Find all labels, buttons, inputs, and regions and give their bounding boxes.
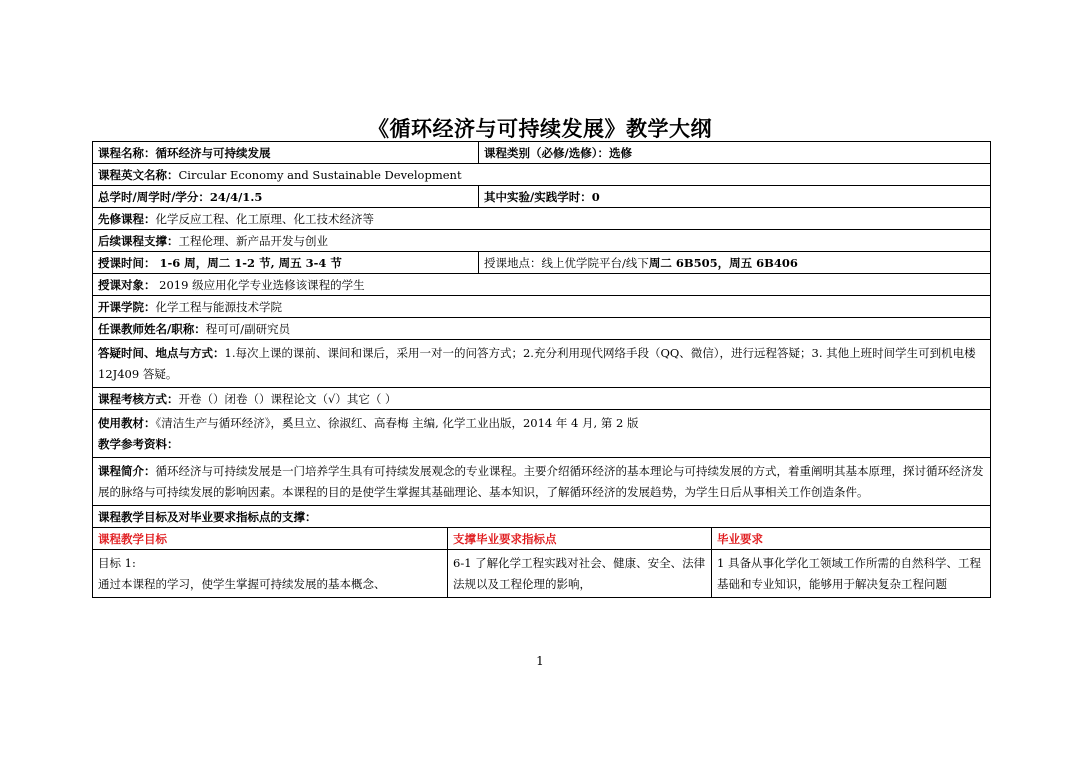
- prerequisite-cell: [93, 208, 991, 230]
- intro-label: 课程简介：: [98, 464, 156, 478]
- page-number: 1: [536, 654, 544, 668]
- objectives-heading-cell: [93, 506, 991, 528]
- row-textbook: [93, 410, 991, 458]
- english-name-cell: [93, 164, 991, 186]
- objective-cell: [93, 550, 448, 598]
- course-name-value: 循环经济与可持续发展: [155, 146, 271, 160]
- prerequisite-label: 先修课程：: [98, 212, 156, 226]
- textbook-label: 使用教材：: [98, 416, 156, 430]
- time-label: 授课时间：: [98, 256, 156, 270]
- course-type-value: 选修: [608, 146, 632, 160]
- place-label: 授课地点：: [484, 256, 542, 270]
- qa-cell: [93, 340, 991, 388]
- time-value: 1-6 周，周二 1-2 节, 周五 3-4 节: [155, 256, 342, 270]
- row-course-name: [93, 142, 991, 164]
- syllabus-table: [92, 141, 991, 598]
- follow-up-label: 后续课程支撑：: [98, 234, 179, 248]
- lab-hours-cell: [479, 186, 991, 208]
- hours-label: 总学时/周学时/学分：: [98, 190, 210, 204]
- row-audience: [93, 274, 991, 296]
- row-hours: [93, 186, 991, 208]
- row-college: [93, 296, 991, 318]
- objectives-header-row: [93, 528, 991, 550]
- college-cell: [93, 296, 991, 318]
- follow-up-cell: [93, 230, 991, 252]
- hours-value: 24/4/1.5: [209, 190, 263, 204]
- textbook-value: 《清洁生产与循环经济》，奚旦立、徐淑红、高春梅 主编, 化学工业出版，2014 年 4 月, 第 2 版: [155, 416, 639, 430]
- page-title: 《循环经济与可持续发展》教学大纲: [368, 117, 712, 141]
- course-name-cell: [93, 142, 479, 164]
- teacher-cell: [93, 318, 991, 340]
- audience-label: 授课对象：: [98, 278, 156, 292]
- indicator-cell: [448, 550, 712, 598]
- teacher-label: 任课教师姓名/职称：: [98, 322, 206, 336]
- lab-hours-label: 其中实验/实践学时：: [484, 190, 592, 204]
- requirement-cell: [712, 550, 991, 598]
- row-time-place: [93, 252, 991, 274]
- english-name-value: Circular Economy and Sustainable Development: [178, 168, 462, 182]
- objective-line-1: 目标 1:: [98, 556, 136, 570]
- course-type-cell: [479, 142, 991, 164]
- row-objectives-heading: [93, 506, 991, 528]
- audience-cell: [93, 274, 991, 296]
- course-name-label: 课程名称：: [98, 146, 156, 160]
- row-qa: [93, 340, 991, 388]
- course-type-label: 课程类别（必修/选修）：: [484, 146, 609, 160]
- prerequisite-value: 化学反应工程、化工原理、化工技术经济等: [155, 212, 374, 226]
- row-follow-up: [93, 230, 991, 252]
- place-cell: [479, 252, 991, 274]
- college-label: 开课学院：: [98, 300, 156, 314]
- requirement-text: 1 具备从事化学化工领域工作所需的自然科学、工程基础和专业知识，能够用于解决复杂工程问题: [717, 556, 981, 591]
- intro-cell: [93, 458, 991, 506]
- row-teacher: [93, 318, 991, 340]
- qa-value: 1.每次上课的课前、课间和课后，采用一对一的问答方式；2.充分利用现代网络手段（QQ、微信），进行远程答疑；3. 其他上班时间学生可到机电楼 12J409 答疑。: [98, 346, 976, 381]
- intro-value: 循环经济与可持续发展是一门培养学生具有可持续发展观念的专业课程。主要介绍循环经济的基本理论与可持续发展的方式，着重阐明其基本原理，探讨循环经济发展的脉络与可持续发展的影响因素。本课程的目的是使学生掌握其基础理论、基本知识，了解循环经济的发展趋势，为学生日后从事相关工作创造条件。: [98, 464, 984, 499]
- place-value-plain: 线上优学院平台/线下: [541, 256, 649, 270]
- audience-value: 2019 级应用化学专业选修该课程的学生: [155, 278, 365, 292]
- objectives-header-requirement: 毕业要求: [712, 528, 991, 550]
- row-assessment: [93, 388, 991, 410]
- hours-cell: [93, 186, 479, 208]
- qa-label: 答疑时间、地点与方式：: [98, 346, 225, 360]
- row-prerequisite: [93, 208, 991, 230]
- row-intro: [93, 458, 991, 506]
- objectives-row: [93, 550, 991, 598]
- objective-line-2: 通过本课程的学习，使学生掌握可持续发展的基本概念、: [98, 577, 386, 591]
- place-value-bold: 周二 6B505，周五 6B406: [648, 256, 798, 270]
- row-english-name: [93, 164, 991, 186]
- references-label: 教学参考资料：: [98, 437, 179, 451]
- english-name-label: 课程英文名称：: [98, 168, 179, 182]
- assessment-value: 开卷（）闭卷（）课程论文（√）其它（ ）: [178, 392, 397, 406]
- objectives-header-indicator: 支撑毕业要求指标点: [448, 528, 712, 550]
- time-cell: [93, 252, 479, 274]
- teacher-value: 程可可/副研究员: [205, 322, 291, 336]
- assessment-cell: [93, 388, 991, 410]
- lab-hours-value: 0: [591, 190, 600, 204]
- assessment-label: 课程考核方式：: [98, 392, 179, 406]
- objectives-header-objective: 课程教学目标: [93, 528, 448, 550]
- follow-up-value: 工程伦理、新产品开发与创业: [178, 234, 328, 248]
- textbook-cell: [93, 410, 991, 458]
- indicator-text: 6-1 了解化学工程实践对社会、健康、安全、法律法规以及工程伦理的影响，: [453, 556, 706, 591]
- objectives-heading-label: 课程教学目标及对毕业要求指标点的支撑：: [98, 510, 317, 524]
- college-value: 化学工程与能源技术学院: [155, 300, 282, 314]
